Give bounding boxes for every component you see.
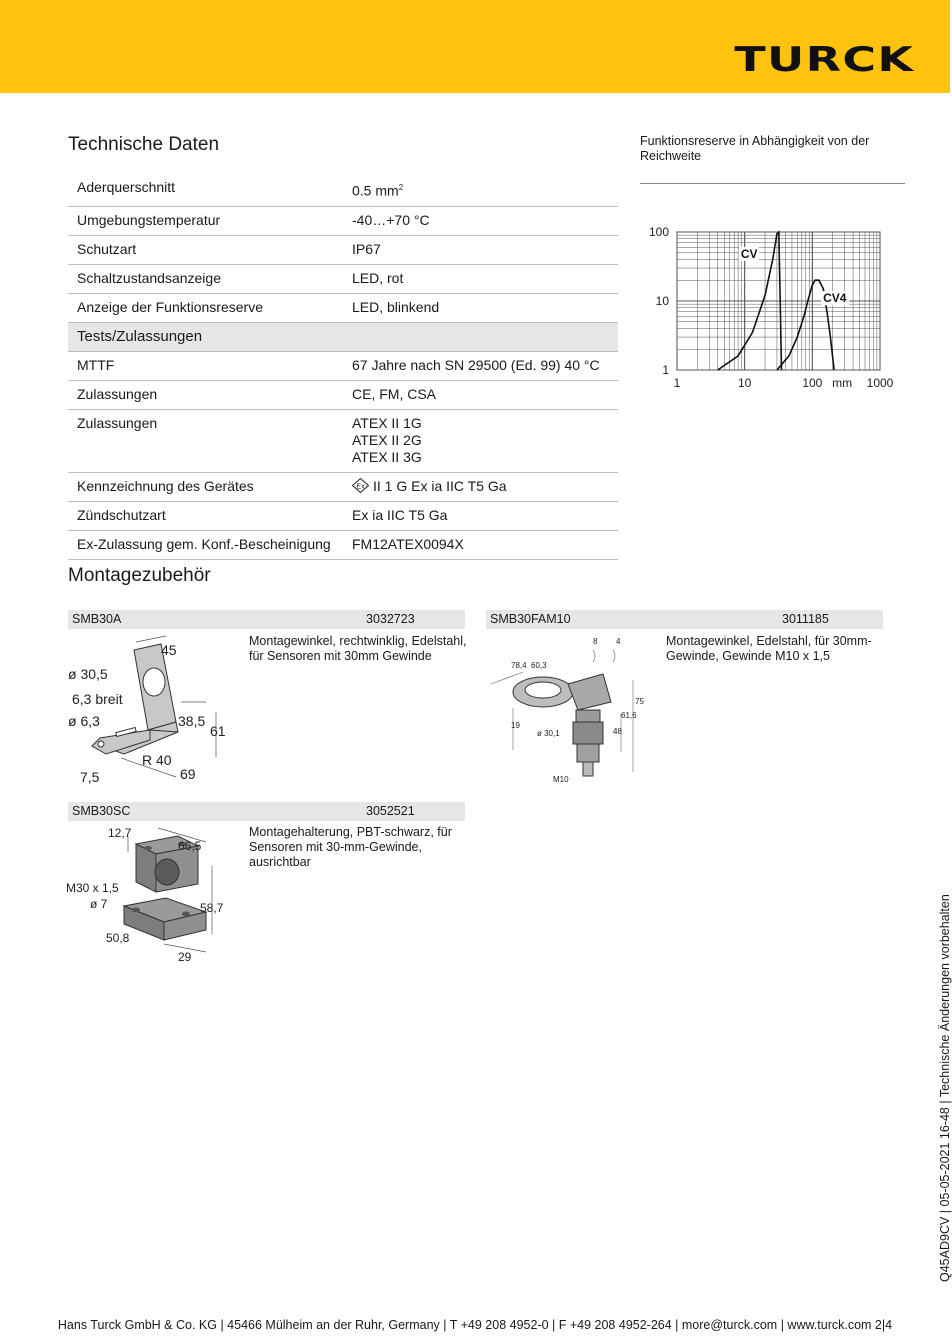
smb30a-drawing — [66, 632, 236, 792]
y-tick-label: 100 — [648, 225, 669, 239]
spec-value: 0.5 $mm^2$ — [343, 174, 618, 206]
dim-label: R 40 — [142, 752, 172, 768]
table-row — [68, 264, 618, 293]
spec-value: IP67 — [343, 235, 618, 264]
table-row — [68, 409, 618, 472]
dim-label: 61,6 — [621, 711, 637, 720]
dim-label: 78,4 — [511, 661, 527, 670]
dim-label: 19 — [511, 721, 520, 730]
x-tick-label: 10 — [737, 376, 752, 390]
accessory-description: Montagewinkel, Edelstahl, für 30mm-Gewinde, Gewinde M10 x 1,5 — [666, 634, 872, 663]
tests-title: Tests/Zulassungen — [68, 322, 618, 351]
header-bar — [0, 0, 950, 93]
accessory-header — [68, 802, 465, 821]
dim-label: 12,7 — [108, 826, 132, 840]
spec-value: FM12ATEX0094X — [343, 530, 618, 559]
accessory-header — [68, 610, 465, 629]
table-row — [68, 235, 618, 264]
spec-value: -40…+70 °C — [343, 206, 618, 235]
x-tick-label: 1000 — [866, 376, 894, 390]
series-label: CV — [740, 247, 758, 261]
mount-title: Montagezubehör — [68, 565, 211, 586]
dim-label: 7,5 — [80, 769, 100, 785]
dim-label: 50,8 — [106, 931, 130, 945]
spec-key: Aderquerschnitt — [68, 174, 343, 206]
svg-text:Ex: Ex — [356, 483, 365, 491]
group-header — [68, 322, 618, 351]
spec-key: Schaltzustandsanzeige — [68, 264, 343, 293]
accessory-name: SMB30A — [72, 612, 122, 626]
table-row — [68, 293, 618, 322]
brand-logo: TURCK — [734, 40, 914, 80]
dim-label: 58,7 — [200, 901, 224, 915]
divider — [640, 183, 905, 184]
dim-label: ø 7 — [90, 897, 108, 911]
spec-value: ATEX II 1G ATEX II 2G ATEX II 3G — [343, 409, 618, 472]
accessory-description: Montagehalterung, PBT-schwarz, für Sensoren mit 30-mm-Gewinde, ausrichtbar — [249, 825, 452, 869]
table-row — [68, 174, 618, 206]
footer: Hans Turck GmbH & Co. KG | 45466 Mülheim an der Ruhr, Germany | T +49 208 4952-0 | F +49 208 4952-264 | more@turck.com | www.turck.com 2|4 — [57, 1318, 893, 1332]
dim-label: 60,3 — [531, 661, 547, 670]
accessory-header — [486, 610, 883, 629]
dim-label: 45 — [161, 642, 177, 658]
dim-label: 61 — [210, 723, 226, 739]
reserve-chart — [640, 220, 910, 395]
spec-key: Schutzart — [68, 235, 343, 264]
dim-label: 69 — [180, 766, 196, 782]
series-label: CV4 — [823, 291, 847, 306]
spec-key: Zündschutzart — [68, 501, 343, 530]
dim-label: 8 — [593, 637, 598, 646]
smb30fam10-drawing — [483, 632, 653, 790]
chart-title: Funktionsreserve in Abhängigkeit von der Reichweite — [640, 134, 870, 163]
tech-title: Technische Daten — [68, 134, 220, 155]
table-row — [68, 501, 618, 530]
spec-key: Ex-Zulassung gem. Konf.-Bescheinigung — [68, 530, 343, 559]
table-row — [68, 530, 618, 559]
table-row — [68, 351, 618, 380]
smb30sc-drawing — [66, 822, 236, 972]
dim-label: ø 6,3 — [68, 713, 100, 729]
accessory-name: SMB30FAM10 — [490, 612, 571, 626]
table-row — [68, 206, 618, 235]
ex-symbol-icon — [352, 478, 369, 493]
dim-label: 6,3 breit — [72, 691, 123, 707]
accessory-number: 3032723 — [366, 612, 415, 626]
spec-key: Zulassungen — [68, 409, 343, 472]
y-tick-label: 1 — [662, 363, 669, 377]
accessory-name: SMB30SC — [72, 804, 131, 818]
dim-label: M10 — [553, 775, 569, 784]
table-row — [68, 472, 618, 501]
x-tick-label: 100 — [802, 376, 823, 390]
spec-value: LED, rot — [343, 264, 618, 293]
accessory-number: 3011185 — [782, 612, 829, 626]
dim-label: 4 — [616, 637, 621, 646]
dim-label: 29 — [178, 950, 192, 964]
dim-label: ø 30,5 — [68, 666, 108, 682]
dim-label: M30 x 1,5 — [66, 881, 119, 895]
dim-label: 75 — [635, 697, 644, 706]
dim-label: 66,5 — [178, 839, 202, 853]
x-unit-label: mm — [832, 376, 853, 390]
x-tick-label: 1 — [673, 376, 681, 390]
spec-key: Zulassungen — [68, 380, 343, 409]
spec-key: Anzeige der Funktionsreserve — [68, 293, 343, 322]
spec-value: LED, blinkend — [343, 293, 618, 322]
dim-label: ø 30,1 — [537, 729, 560, 738]
spec-key: Kennzeichnung des Gerätes — [68, 472, 343, 501]
spec-value: Ex II 1 G Ex ia IIC T5 Ga — [343, 472, 618, 501]
spec-key: Umgebungstemperatur — [68, 206, 343, 235]
side-note: Q45AD9CV | 05-05-2021 16-48 | Technische Änderungen vorbehalten — [938, 894, 952, 1282]
spec-value: 67 Jahre nach SN 29500 (Ed. 99) 40 °C — [343, 351, 618, 380]
dim-label: 48 — [613, 727, 622, 736]
table-row — [68, 380, 618, 409]
accessory-number: 3052521 — [366, 804, 415, 818]
spec-table — [68, 174, 618, 560]
dim-label: 38,5 — [178, 713, 206, 729]
spec-value: CE, FM, CSA — [343, 380, 618, 409]
accessory-description: Montagewinkel, rechtwinklig, Edelstahl, für Sensoren mit 30mm Gewinde — [249, 634, 467, 663]
spec-value: Ex ia IIC T5 Ga — [343, 501, 618, 530]
y-tick-label: 10 — [655, 294, 669, 308]
spec-key: MTTF — [68, 351, 343, 380]
